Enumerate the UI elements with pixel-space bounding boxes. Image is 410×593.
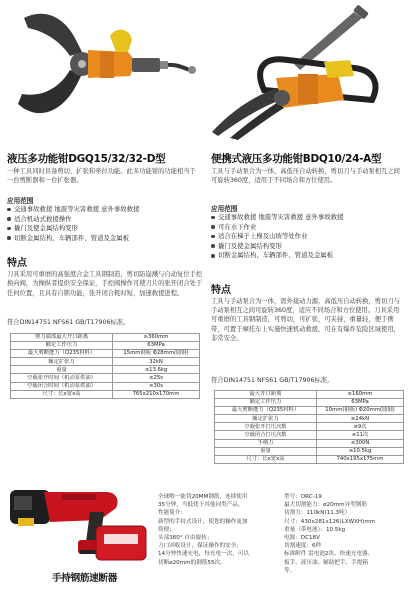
list-item: 可在水下作业: [211, 223, 405, 233]
right-standard: 符合DIN14751 NFS61 GB/T17906标准。: [211, 377, 334, 384]
left-feature-heading: 特点: [7, 258, 27, 269]
list-item: 切断金属结构、车辆部件、管道及金属板: [211, 251, 405, 261]
right-features: 工具与手动泵合为一体，需外接动力源，高低压自动转换，剪切刀与手动泵相互之间可旋转360度，适应不同场合和方位使用。刀具采用可重磨的工具钢制造，可剪切，可扩张，可夹持，重量轻，便于携带，可置于摩托车上实施快速机动救援，可在有爆炸危险区域使用，非常安全。: [211, 298, 400, 342]
hydraulic-cutter-photo: [4, 6, 200, 134]
left-description: 一种工具同时具备剪切、扩张和牵拉功能。此多功能钳的功能相当于一台剪断器和一台扩张器。: [7, 168, 196, 184]
table-row: 额定工作压力 63MPa: [215, 399, 404, 407]
table-row: 最大剪断能力（Q235材料） 15mm钢板 Φ28mm(圆钢): [11, 350, 200, 358]
left-application-list: [7, 205, 203, 243]
table-row: 空载闭合时间（机动泵供油） ≤30s: [11, 382, 200, 390]
left-application-heading: 应用范围: [7, 197, 34, 205]
table-row: 剪刀端部最大开口距离 ≥360mm: [11, 334, 200, 342]
table-row: 最大开口距离 ≥160mm: [215, 391, 404, 399]
bottom-spec-column: 型号：ORC-19 最大切割能力：ø20mm异型钢筋 切割力：110kN(11.3吨） 尺寸：430x281x126(LXWXH)mm 重量（带电池）：10.5kg 电源：DC18V 切割速度：6秒 标准附件 雷电池2块、快速充电器、 扳手、液压油、辅助把手、手提箱 等。: [284, 494, 376, 574]
right-spec-table: [214, 390, 404, 464]
table-row: 额定工作压力 63MPa: [11, 342, 200, 350]
list-item: 交通事故救援 地震等灾害救援 意外事故救援: [7, 205, 203, 215]
list-item: 适合机动式救援操作: [7, 215, 203, 225]
table-row: 空载闭合打压次数 ≤11次: [215, 431, 404, 439]
table-row: 最大剪断能力（Q235材料） 10mm(钢板) Φ20mm(圆钢): [215, 407, 404, 415]
portable-cutter-photo: [204, 4, 406, 142]
table-row: 空载张开时间（机动泵供油） ≤25s: [11, 374, 200, 382]
list-item: 撬门及使金属结构变形: [211, 242, 405, 252]
table-row: 手柄力 ≤300N: [215, 439, 404, 447]
left-product-title: 液压多功能钳DGQ15/32/32-D型: [7, 153, 166, 165]
list-item: 适合在梯子上操及山坡等处作业: [211, 232, 405, 242]
table-row: 额定扩张力 32kN: [11, 358, 200, 366]
right-product-title: 便携式液压多功能钳BDQ10/24-A型: [211, 153, 382, 165]
table-row: 重量 ≤10.5kg: [215, 447, 404, 455]
right-application-list: [211, 213, 405, 261]
right-application-heading: 应用范围: [211, 205, 238, 213]
table-row: 额定扩张力 ≥24kN: [215, 415, 404, 423]
table-row: 空载张开打压次数 ≤9次: [215, 423, 404, 431]
right-feature-heading: 特点: [211, 285, 231, 296]
list-item: 撬门及使金属结构变形: [7, 224, 203, 234]
left-features: 刀具采用可重磨的高强度合金工具钢制造，剪切防崩溅与自动复位手控换向阀，为操纵者提供安全保证，手控阀操作可使刀片的张开闭合处于任何位置，且具有自锁功能，张开闭合耗时短，加速救援进程。: [7, 271, 203, 297]
bottom-product-title: 手持钢筋速断器: [52, 573, 118, 584]
rebar-cutter-photo: [4, 476, 150, 572]
bottom-intro-column: 全球唯一能切20MM钢筋，连续使用 35分钟，当低忧于其他同类产品。 性能简介： 新型的手持式设计，使您的操作更加 简便； 头部360° 自由旋转； 刀口回收设计，保证操作的安全； 14分钟快速充电，每充电一次，可以 切断ø20mm的钢筋55次。: [158, 494, 250, 566]
list-item: 切断金属结构、车辆部件、管道及金属板: [7, 234, 203, 244]
table-row: 尺寸：长x宽x高 765x210x170mm: [11, 390, 200, 398]
table-row: 重量 ≤13.6kg: [11, 366, 200, 374]
list-item: 交通事故救援 地震等灾害救援 意外事故救援: [211, 213, 405, 223]
table-row: 尺寸：长x宽x高 740x195x175mm: [215, 455, 404, 463]
left-spec-table: [10, 333, 200, 399]
left-standard: 符合DIN14751 NFS61 GB/T17906标准。: [7, 319, 130, 326]
right-description: 工具与手动泵合为一体，高低压自动转换，剪切刀与手动泵相互之间可旋转360度，适用于不同场合和方位使用。: [211, 168, 400, 184]
